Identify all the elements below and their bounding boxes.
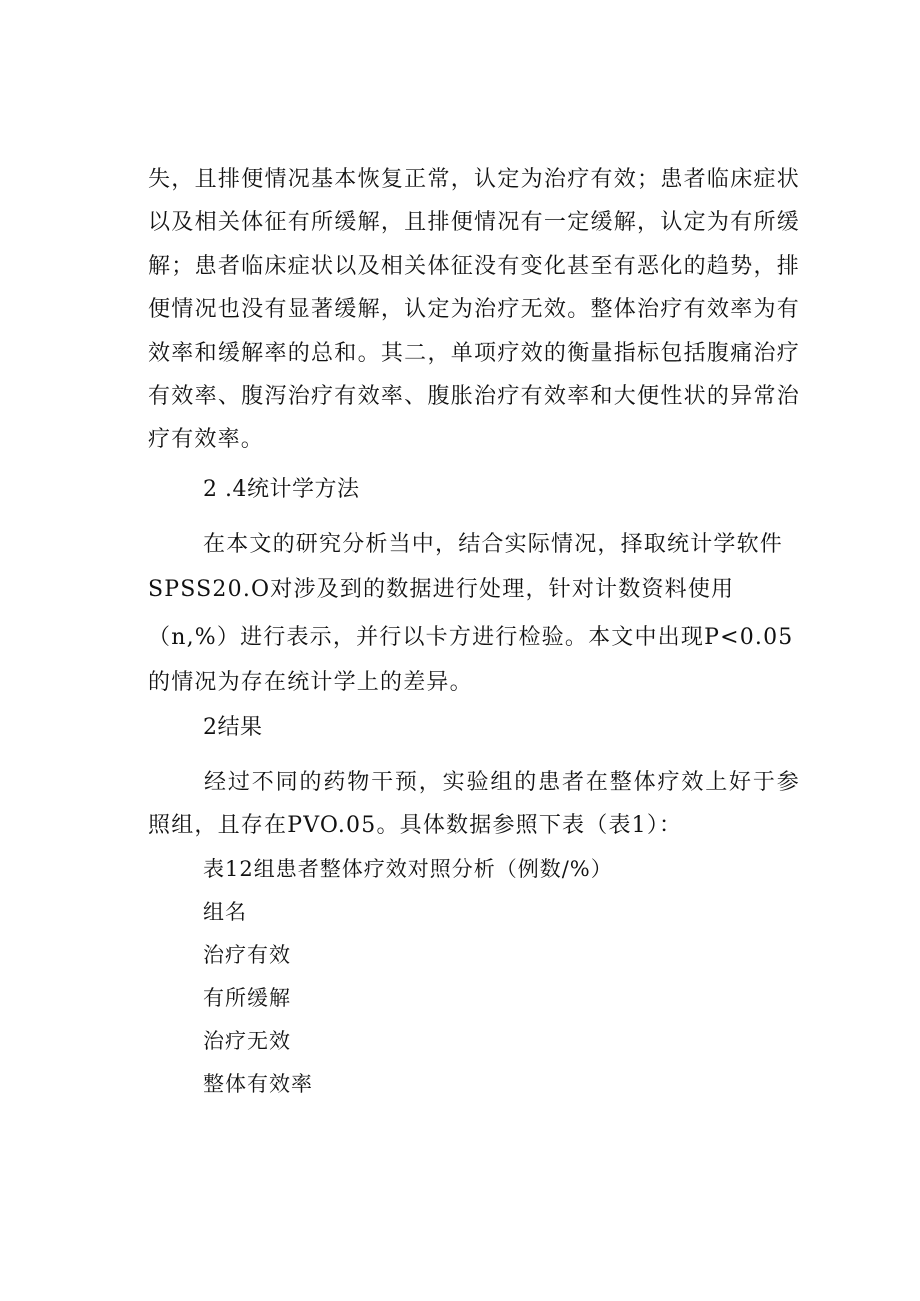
paragraph-statistics-line-1: 在本文的研究分析当中，结合实际情况，择取统计学软件 (203, 532, 784, 557)
section-heading-results: 2结果 (203, 715, 263, 740)
paragraph-statistics-line-2: SPSS20.O对涉及到的数据进行处理，针对计数资料使用 (148, 577, 735, 602)
section-heading-statistics: 2 .4统计学方法 (203, 477, 360, 502)
paragraph-statistics-line-4: 的情况为存在统计学上的差异。 (148, 670, 473, 695)
table-row-effective: 治疗有效 (203, 943, 291, 967)
table-row-overall-rate: 整体有效率 (203, 1072, 313, 1096)
paragraph-efficacy-criteria: 失，且排便情况基本恢复正常，认定为治疗有效；患者临床症状以及相关体征有所缓解，且排便情况有一定缓解，认定为有所缓解；患者临床症状以及相关体征没有变化甚至有恶化的趋势，排便情况也没有显著缓解，认定为治疗无效。整体治疗有效率为有效率和缓解率的总和。其二，单项疗效的衡量指标包括腹痛治疗有效率、腹泻治疗有效率、腹胀治疗有效率和大便性状的异常治疗有效率。 (148, 167, 800, 453)
table-caption: 表12组患者整体疗效对照分析（例数/%） (203, 857, 613, 881)
table-row-group-name: 组名 (203, 900, 247, 924)
paragraph-statistics-line-3: （n,%）进行表示，并行以卡方进行检验。本文中出现P<0.05 (148, 625, 794, 650)
table-row-ineffective: 治疗无效 (203, 1029, 291, 1053)
paragraph-results: 经过不同的药物干预，实验组的患者在整体疗效上好于参照组，且存在PVO.05。具体数据参照下表（表1）： (148, 770, 800, 839)
table-row-relieved: 有所缓解 (203, 986, 291, 1010)
